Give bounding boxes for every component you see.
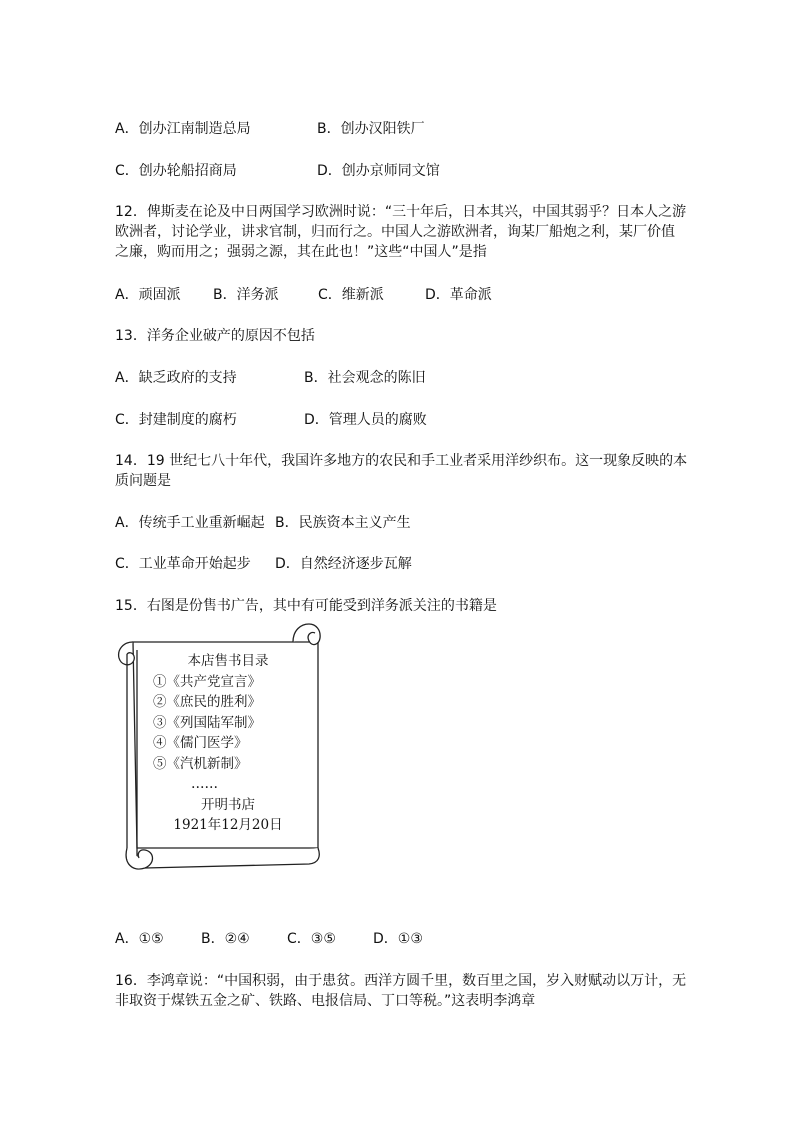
- q11-option-d: D．创办京师同文馆: [317, 163, 440, 179]
- book-advertisement-scroll: [113, 620, 325, 882]
- question-16-line: 16．李鸿章说：“中国积弱，由于患贫。西洋方圆千里，数百里之国，岁入财赋动以万计，无: [115, 973, 687, 989]
- question-14-stem: [115, 451, 695, 491]
- book-list-title: 本店售书目录: [187, 653, 269, 669]
- question-12-stem: [115, 202, 695, 262]
- question-12-line: 12．俾斯麦在论及中日两国学习欧洲时说：“三十年后，日本其兴，中国其弱乎？日本人之游: [115, 204, 687, 220]
- q14-option-c: C．工业革命开始起步: [115, 556, 251, 572]
- book-list: [153, 651, 303, 836]
- question-12-line: 之廉，购而用之；强弱之源，其在此也！”这些“中国人”是指: [115, 244, 487, 260]
- book-item: ③《列国陆军制》: [153, 714, 261, 731]
- q15-option-a: A．①⑤: [115, 931, 164, 947]
- q11-option-a: A．创办江南制造总局: [115, 121, 251, 137]
- q11-option-c: C．创办轮船招商局: [115, 163, 237, 179]
- q12-option-b: B．洋务派: [213, 287, 279, 303]
- q11-option-b: B．创办汉阳铁厂: [317, 121, 425, 137]
- q13-option-c: C．封建制度的腐朽: [115, 412, 237, 428]
- q14-option-a: A．传统手工业重新崛起: [115, 515, 265, 531]
- book-list-ellipsis: ……: [191, 776, 218, 792]
- book-item: ⑤《汽机新制》: [153, 755, 248, 772]
- advertisement-date: 1921年12月20日: [173, 817, 283, 833]
- q13-option-b: B．社会观念的陈旧: [304, 370, 426, 386]
- question-14-line: 质问题是: [115, 473, 171, 489]
- q15-option-c: C．③⑤: [287, 931, 336, 947]
- question-16-stem: [115, 971, 695, 1011]
- q14-option-d: D．自然经济逐步瓦解: [275, 556, 412, 572]
- book-item: ④《儒门医学》: [153, 735, 248, 751]
- store-name: 开明书店: [201, 796, 255, 813]
- question-14-line: 14．19 世纪七八十年代，我国许多地方的农民和手工业者采用洋纱织布。这一现象反映的本: [115, 453, 688, 469]
- question-13-stem: 13．洋务企业破产的原因不包括: [115, 328, 315, 344]
- q12-option-c: C．维新派: [318, 287, 384, 303]
- q15-option-d: D．①③: [373, 931, 423, 947]
- question-16-line: 非取资于煤铁五金之矿、铁路、电报信局、丁口等税。”这表明李鸿章: [115, 993, 536, 1009]
- q15-option-b: B．②④: [201, 931, 250, 947]
- book-item: ①《共产党宣言》: [153, 673, 261, 690]
- book-item: ②《庶民的胜利》: [153, 694, 261, 710]
- question-12-line: 欧洲者，讨论学业，讲求官制，归而行之。中国人之游欧洲者，询某厂船炮之利，某厂价值: [115, 224, 675, 240]
- q12-option-d: D．革命派: [425, 287, 492, 303]
- question-15-stem: 15．右图是份售书广告，其中有可能受到洋务派关注的书籍是: [115, 598, 497, 614]
- q13-option-d: D．管理人员的腐败: [304, 412, 427, 428]
- q13-option-a: A．缺乏政府的支持: [115, 370, 237, 386]
- q14-option-b: B．民族资本主义产生: [275, 515, 411, 531]
- q12-option-a: A．顽固派: [115, 287, 181, 303]
